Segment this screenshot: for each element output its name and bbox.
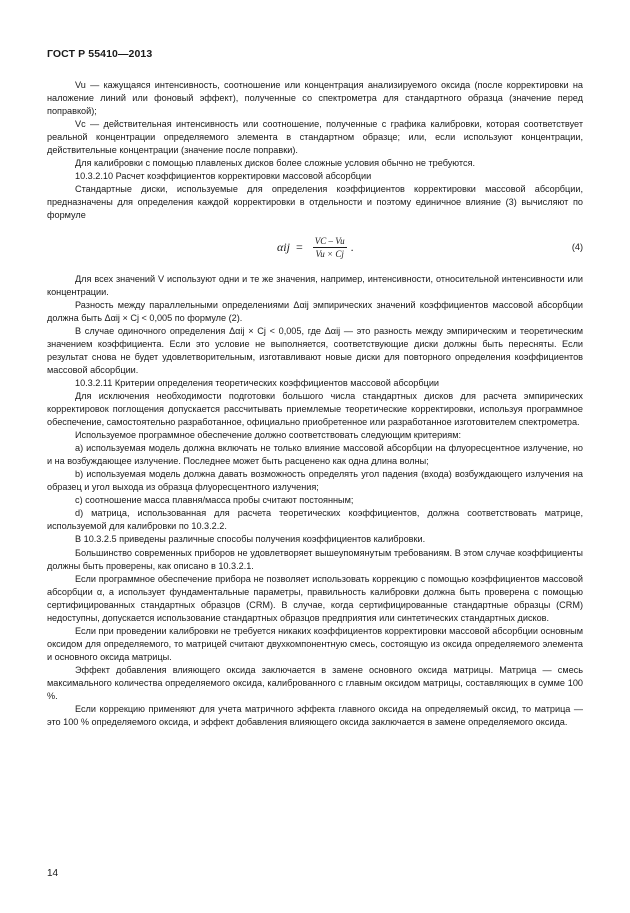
list-item-d: d) матрица, использованная для расчета теоретических коэффициентов, должна соответствовать матрице, используемой для калибровки по 10.3.2.2. xyxy=(47,508,583,532)
document-body xyxy=(47,79,583,729)
formula-equals: = xyxy=(295,239,303,254)
formula-numerator: VC – Vu xyxy=(314,236,345,247)
list-item-a: а) используемая модель должна включать не только влияние массовой абсорбции на флуоресцентное излучение, но и на возбуждающее излучение. Последнее может быть расценено как одна длина волны; xyxy=(47,443,583,467)
paragraph: Большинство современных приборов не удовлетворяет вышеупомянутым требованиям. В этом случае коэффициенты должны быть проверены, как описано в 10.3.2.1. xyxy=(47,547,583,571)
paragraph: Если при проведении калибровки не требуется никаких коэффициентов корректировки массовой абсорбции основным оксидом для определяемого, то матрицей считают двухкомпонентную смесь, состоящую из оксида определяемого элемента и основного оксида матрицы. xyxy=(47,625,583,662)
document-code: ГОСТ Р 55410—2013 xyxy=(47,48,153,60)
formula-lhs: αij xyxy=(277,239,290,254)
paragraph: Для калибровки с помощью плавленых дисков более сложные условия обычно не требуются. xyxy=(75,158,476,169)
formula-fraction xyxy=(313,235,347,260)
formula-tail: . xyxy=(350,239,354,254)
paragraph: В случае одиночного определения Δαij × Cj < 0,005, где Δαij — это разность между эмпирическим и теоретическим значением коэффициента. Если это условие не выполняется, соответствующие диски должны быть пересняты. Если результат снова не будет удовлетворительным, изготавливают новые диски для повторного определения коэффициентов массовой абсорбции. xyxy=(47,325,583,375)
formula-expression xyxy=(277,230,354,266)
formula-number: (4) xyxy=(571,241,583,252)
paragraph: Разность между параллельными определениями Δαij эмпирических значений коэффициентов массовой абсорбции должна быть Δαij × Cj < 0,005 по формуле (2). xyxy=(47,299,583,323)
definition-vu: Vu — кажущаяся интенсивность, соотношение или концентрация анализируемого оксида (после корректировки на наложение линий или фоновый эффект), полученные со спектрометра для стандартного образца (значение перед поправкой); xyxy=(47,80,583,117)
paragraph: Если коррекцию применяют для учета матричного эффекта главного оксида на определяемый оксид, то матрица — это 100 % определяемого оксида, и эффект добавления влияющего оксида заключается в замене определяемого оксида. xyxy=(47,704,583,728)
formula-4 xyxy=(47,230,583,270)
section-heading-10-3-2-11: 10.3.2.11 Критерии определения теоретических коэффициентов массовой абсорбции xyxy=(75,377,440,388)
paragraph: Для всех значений V используют одни и те же значения, например, интенсивности, относительной интенсивности или концентрации. xyxy=(47,273,583,297)
page-number: 14 xyxy=(47,868,59,879)
definition-vc: Vc — действительная интенсивность или соотношение, полученные с графика калибровки, которая соответствует реальной концентрации определяемого элемента в стандартном образце; или, если используют концентрации, действительные концентрации (значение после поправки). xyxy=(47,119,583,156)
section-heading-10-3-2-10: 10.3.2.10 Расчет коэффициентов корректировки массовой абсорбции xyxy=(75,171,372,182)
paragraph: Для исключения необходимости подготовки большого числа стандартных дисков для расчета эмпирических корректировок поглощения допускается рассчитывать приемлемые теоретические корректировки, используя программное обеспечение, самостоятельно разработанное, официально приобретенное или разработанное изготовителем спектрометра. xyxy=(47,390,583,428)
paragraph: Стандартные диски, используемые для определения коэффициентов корректировки массовой абсорбции, предназначены для определения каждой корректировки в отдельности и поэтому единичное влияние (3) вычисляют по формуле xyxy=(47,184,583,221)
paragraph: Если программное обеспечение прибора не позволяет использовать коррекцию с помощью коэффициентов массовой абсорбции α, а использует фундаментальные параметры, правильность калибровки должна быть проверена с помощью сертифицированных стандартных образцов (CRM). В случае, когда сертифицированные стандартные образцы (CRM) недоступны, допускается использование стандартных образцов предприятия или синтетических стандартных дисков. xyxy=(47,573,583,623)
paragraph: Используемое программное обеспечение должно соответствовать следующим критериям: xyxy=(75,430,462,441)
paragraph: Эффект добавления влияющего оксида заключается в замене основного оксида матрицы. Матрица — смесь максимального количества определяемого оксида, калиброванного с главным оксидом матрицы, составляющих в сумме 100 %. xyxy=(47,664,583,702)
list-item-c: c) соотношение масса плавня/масса пробы считают постоянным; xyxy=(75,495,354,506)
formula-denominator: Vu × Cj xyxy=(315,249,344,260)
list-item-b: b) используемая модель должна давать возможность определять угол падения (входа) возбуждающего излучения на образец и угол выхода из образца флуоресцентного излучения; xyxy=(47,469,583,493)
paragraph: В 10.3.2.5 приведены различные способы получения коэффициентов калибровки. xyxy=(75,534,426,545)
